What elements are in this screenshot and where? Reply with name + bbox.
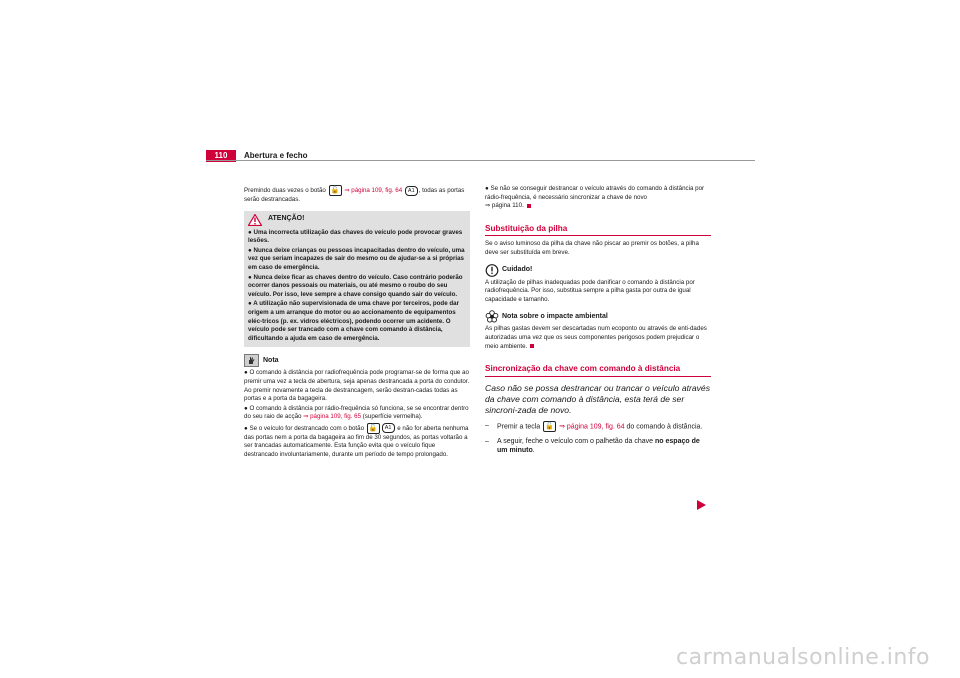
dash: – bbox=[485, 421, 489, 429]
end-marker bbox=[527, 204, 531, 208]
note-item-text: Se o veículo for destrancado com o botão bbox=[249, 425, 365, 433]
note-item bbox=[244, 369, 470, 403]
note-header bbox=[244, 354, 470, 367]
bullet: ● bbox=[248, 228, 252, 236]
note-item bbox=[244, 423, 470, 460]
callout-a1: A1 bbox=[382, 423, 395, 433]
sync-bullet-text: Se não se conseguir destrancar o veículo através do comando à distância por rádio-frequência, é necessário sincronizar a chave de novo bbox=[485, 185, 705, 201]
page-ref-link[interactable]: ⇒ página 109, fig. 65 bbox=[303, 413, 362, 421]
step-text-b: do comando à distância. bbox=[626, 423, 703, 431]
battery-paragraph: Se o aviso luminoso da pilha da chave não piscar ao premir os botões, a pilha deve ser substituída em breve. bbox=[485, 240, 699, 256]
page-number: 110 bbox=[206, 150, 236, 162]
dash: – bbox=[485, 437, 489, 445]
intro-paragraph bbox=[244, 185, 470, 205]
environment-paragraph bbox=[485, 325, 711, 351]
warning-item-text: A utilização não supervisionada de uma chave por terceiros, pode dar origem a um arranque do motor ou ao accionamento de equipamentos eléc-tricos (p. ex. vidros eléctricos), podendo ocorrer um acidente. O veículo pode ser trancado com a chave com comando à distância, dificultando a ajuda em caso de emergência. bbox=[248, 300, 459, 342]
environment-text: As pilhas gastas devem ser descartadas num ecoponto ou através de enti-dades autorizadas uma vez que os seus componentes perigosos podem prejudicar o meio ambiente. bbox=[485, 325, 707, 350]
note-item-text: O comando à distância por radiofrequência pode programar-se de forma que ao premir uma vez a tecla de abertura, seja apenas destrancada a porta do condutor. Ao premir novamente a tecla de destrancagem, serão destran-cadas todas as portas e a porta da bagageira. bbox=[244, 369, 470, 403]
section-title-sync: Sincronização da chave com comando à distância bbox=[485, 365, 711, 377]
warning-item bbox=[248, 274, 466, 300]
note-item-text-end: (superfície vermelha). bbox=[362, 413, 423, 421]
bullet: ● bbox=[248, 300, 252, 308]
warning-item bbox=[248, 247, 466, 273]
note-title: Nota bbox=[263, 356, 279, 364]
caution-title: Cuidado! bbox=[502, 265, 533, 273]
note-hand-icon bbox=[244, 354, 259, 367]
warning-title: ATENÇÃO! bbox=[268, 215, 305, 223]
step-item bbox=[485, 421, 711, 432]
environment-flower-icon bbox=[485, 310, 499, 323]
note-item-text: O comando à distância por rádio-frequência só funciona, se se encontrar dentro do seu raio de acção bbox=[244, 404, 469, 421]
step-text bbox=[497, 437, 711, 456]
step-text bbox=[497, 421, 702, 432]
unlock-key-icon: 🔓 bbox=[367, 423, 380, 434]
step-emphasis: no espaço de um minuto bbox=[497, 437, 700, 455]
page-ref-text[interactable]: ⇒ página 110. bbox=[485, 202, 524, 210]
sync-bullet bbox=[485, 185, 711, 211]
bullet: ● bbox=[244, 425, 248, 433]
unlock-key-icon: 🔓 bbox=[329, 185, 342, 196]
warning-triangle-icon bbox=[248, 214, 262, 226]
bullet: ● bbox=[244, 369, 248, 377]
watermark: carmanualsonline.info bbox=[676, 645, 930, 670]
chapter-title: Abertura e fecho bbox=[244, 151, 308, 160]
bullet: ● bbox=[248, 246, 252, 254]
warning-item-text: Uma incorrecta utilização das chaves do veículo pode provocar graves lesões. bbox=[248, 228, 463, 245]
step-text-a: Premir a tecla bbox=[497, 423, 541, 431]
intro-text: Premindo duas vezes o botão bbox=[244, 187, 326, 195]
warning-header bbox=[248, 214, 466, 226]
bullet: ● bbox=[244, 404, 248, 412]
right-column bbox=[485, 185, 711, 456]
bullet: ● bbox=[248, 273, 252, 281]
continue-arrow-icon bbox=[697, 500, 706, 510]
page-ref-link[interactable]: ⇒ página 109, fig. 64 bbox=[344, 187, 403, 195]
step-text-a: A seguir, feche o veículo com o palhetão da chave bbox=[497, 437, 654, 445]
header-divider bbox=[206, 160, 755, 161]
note-item-text-end: e não for aberta nenhuma das portas nem a porta da bagageira ao fim de 30 segundos, as portas voltarão a ser trancadas automaticamente. Esta função evita que o veículo fique destrancado involuntariamente, durante um período de tempo prolongado. bbox=[244, 425, 469, 459]
warning-item bbox=[248, 229, 466, 246]
step-item bbox=[485, 437, 711, 456]
end-marker bbox=[530, 344, 534, 348]
caution-paragraph: A utilização de pilhas inadequadas pode danificar o comando à distância por radiofrequência. Por isso, substitua sempre a pilha gasta por outra de igual capacidade e tamanho. bbox=[485, 278, 695, 303]
bullet: ● bbox=[485, 185, 489, 192]
note-item bbox=[244, 405, 470, 422]
caution-header bbox=[485, 264, 711, 277]
callout-a1: A1 bbox=[405, 186, 418, 196]
warning-item bbox=[248, 300, 466, 343]
left-column bbox=[244, 185, 470, 461]
warning-item-text: Nunca deixe crianças ou pessoas incapacitadas dentro do veículo, uma vez que seriam incapazes de sair do mesmo ou de ajudar-se a si próprias em caso de emergência. bbox=[248, 246, 465, 271]
unlock-key-icon: 🔓 bbox=[543, 421, 556, 432]
warning-box bbox=[244, 211, 470, 348]
sync-lead: Caso não se possa destrancar ou trancar o veículo através da chave com comando à distância, esta terá de ser sincroni-zada de novo. bbox=[485, 382, 710, 415]
step-end: . bbox=[532, 447, 535, 455]
page-ref-link[interactable]: ⇒ página 109, fig. 64 bbox=[559, 423, 625, 431]
caution-exclamation-icon bbox=[485, 264, 499, 277]
environment-header bbox=[485, 310, 711, 323]
environment-title: Nota sobre o impacte ambiental bbox=[502, 312, 608, 320]
section-title-battery: Substituição da pilha bbox=[485, 225, 711, 237]
warning-item-text: Nunca deixe ficar as chaves dentro do veículo. Caso contrário poderão ocorrer danos pessoais ou materiais, ou até mesmo o roubo do seu veículo. Por isso, leve sempre a chave consigo quando sair do veículo. bbox=[248, 273, 463, 298]
intro-text-end: , todas as portas serão destrancadas. bbox=[244, 187, 465, 203]
